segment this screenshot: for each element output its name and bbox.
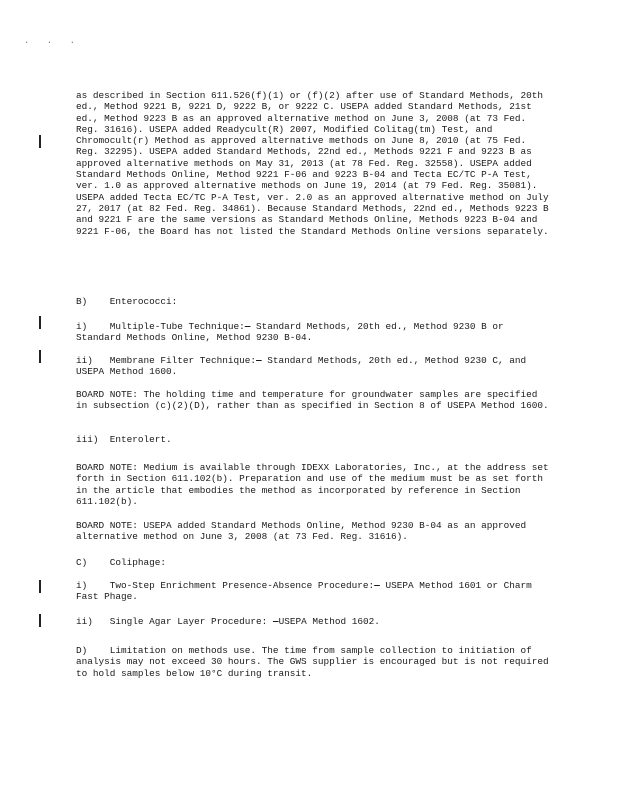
paragraph-total-coliform-note: as described in Section 611.526(f)(1) or (f)(2) after use of Standard Methods, 20th ed., Method 9221 B, 9221 D, 9222 B, or 9222 C. USEPA added Standard Methods, 21st ed., Method 9223 B as an approved alternative method on June 3, 2008 (at 73 Fed. Reg. 31616). USEPA added Readycult(R) 2007, Modified Colitag(tm) Test, and Chromocult(r) Method as approved alternative methods on June 8, 2010 (at 75 Fed. Reg. 32295). USEPA added Standard Methods, 22nd ed., Methods 9221 F and 9223 B as approved alternative methods on May 31, 2013 (at 78 Fed. Reg. 32558). USEPA added Standard Methods Online, Method 9221 F-06 and 9223 B-04 and Tecta EC/TC P-A Test, ver. 1.0 as approved alternative methods on June 19, 2014 (at 79 Fed. Reg. 35081). USEPA added Tecta EC/TC P-A Test, ver. 2.0 as an approved alternative method on July 27, 2017 (at 82 Fed. Reg. 34861). Because Standard Methods, 22nd ed., Methods 9223 B and 9221 F are the same versions as Standard Methods Online, Methods 9223 B-04 and 9221 F-06, the Board has not listed the Standard Methods Online versions separately. xyxy=(76,90,555,237)
heading-coliphage: C) Coliphage: xyxy=(76,557,167,568)
change-bar xyxy=(39,135,41,148)
board-note-holding-time: BOARD NOTE: The holding time and temperature for groundwater samples are specified in subsection (c)(2)(D), rather than as specified in Section 8 of USEPA Method 1600. xyxy=(76,389,549,412)
scan-dots: · · · xyxy=(24,38,82,48)
change-bar xyxy=(39,316,41,329)
paragraph-limitation-on-methods: D) Limitation on methods use. The time from sample collection to initiation of analysis may not exceed 30 hours. The GWS supplier is encouraged but is not required to hold samples below 10°C during transit. xyxy=(76,645,555,679)
item-enterolert: iii) Enterolert. xyxy=(76,434,172,445)
item-single-agar-layer: ii) Single Agar Layer Procedure: USEPA Method 1602. xyxy=(76,616,380,627)
item-two-step-enrichment: i) Two-Step Enrichment Presence-Absence Procedure: USEPA Method 1601 or Charm Fast Phage. xyxy=(76,580,538,603)
item-membrane-filter-technique: ii) Membrane Filter Technique: Standard Methods, 20th ed., Method 9230 C, and USEPA Method 1600. xyxy=(76,355,532,378)
board-note-medium: BOARD NOTE: Medium is available through IDEXX Laboratories, Inc., at the address set forth in Section 611.102(b). Preparation and use of the medium must be as set forth in the article that embodies the method as incorporated by reference in Section 611.102(b). xyxy=(76,462,555,507)
board-note-usepa-9230: BOARD NOTE: USEPA added Standard Methods Online, Method 9230 B-04 as an approved alternative method on June 3, 2008 (at 73 Fed. Reg. 31616). xyxy=(76,520,532,543)
change-bar xyxy=(39,614,41,627)
item-multiple-tube-technique: i) Multiple-Tube Technique: Standard Methods, 20th ed., Method 9230 B or Standard Methods Online, Method 9230 B-04. xyxy=(76,321,510,344)
change-bar xyxy=(39,350,41,363)
heading-enterococci: B) Enterococci: xyxy=(76,296,178,307)
change-bar xyxy=(39,580,41,593)
